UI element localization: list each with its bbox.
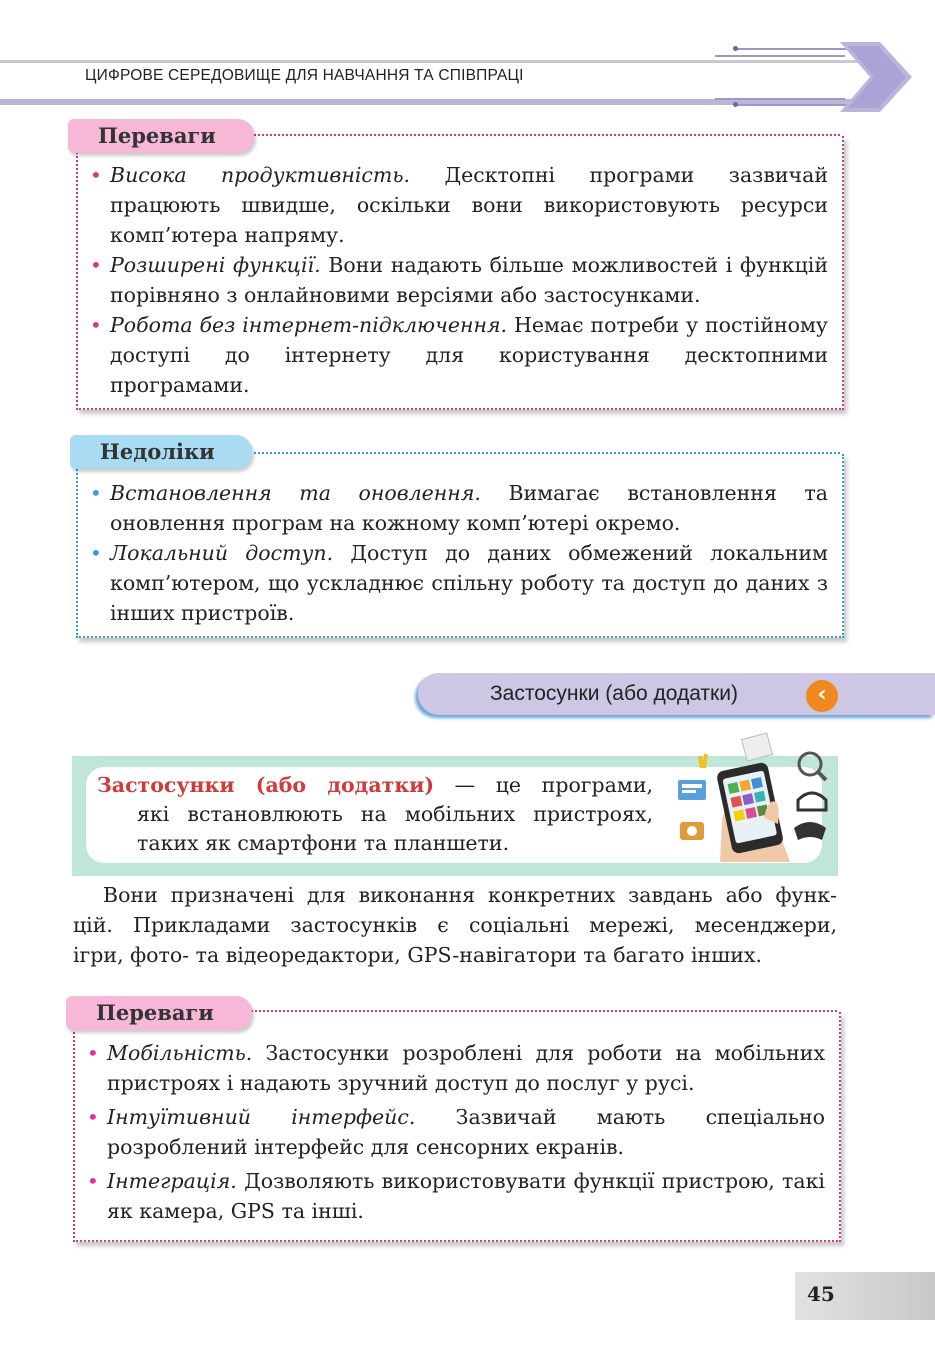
header-chevron-icon	[840, 42, 915, 112]
page-number-block	[795, 1272, 935, 1320]
list-item: • Висока продуктивність. Десктопні програми зазвичай працюють швидше, оскільки вони використовують ресурси комп’ютера напряму.	[82, 160, 828, 250]
bullet-icon: •	[90, 541, 102, 565]
tab-advantages: Переваги	[68, 119, 254, 153]
definition-term: Застосунки (або додатки)	[97, 773, 435, 797]
header-decor-dot	[733, 46, 738, 51]
bullet-icon: •	[90, 253, 102, 277]
chevron-left-icon[interactable]: ‹	[806, 680, 838, 712]
advantages-box-apps	[73, 1012, 841, 1242]
header-decor-line	[715, 55, 845, 57]
header-decor-line	[735, 104, 850, 106]
bullet-icon: •	[87, 1105, 99, 1129]
tab-disadvantages: Недоліки	[70, 435, 252, 469]
chapter-title: ЦИФРОВЕ СЕРЕДОВИЩЕ ДЛЯ НАВЧАННЯ ТА СПІВПРАЦІ	[85, 67, 524, 84]
list-item: • Встановлення та оновлення. Вимагає встановлення та оновлення програм на кожному комп’ютері окремо.	[82, 478, 828, 538]
bullet-icon: •	[87, 1169, 99, 1193]
box-top-border	[248, 1010, 837, 1012]
bullet-icon: •	[90, 163, 102, 187]
body-paragraph: Вони призначені для виконання конкретних завдань або функ- цій. Прикладами застосунків є соціальні мережі, месенджери, ігри, фото- та відеоредактори, GPS-навігатори та багато інших.	[73, 883, 837, 967]
list-item: • Інтеграція. Дозволяють використовувати функції пристрою, такі як камера, GPS та інші.	[79, 1166, 825, 1226]
disadvantages-box-desktop	[76, 454, 844, 638]
box-top-border	[250, 452, 840, 454]
list-item: • Локальний доступ. Доступ до даних обмежений локальним комп’ютером, що ускладнює спільну роботу та доступ до даних з інших пристроїв.	[82, 538, 828, 628]
page-number: 45	[807, 1282, 835, 1306]
list-item: • Мобільність. Застосунки розроблені для роботи на мобільних пристроях і надають зручний доступ до послуг у русі.	[79, 1038, 825, 1098]
header-decor-dot	[733, 102, 738, 107]
list-item: • Інтуїтивний інтерфейс. Зазвичай мають спеціально розроблений інтерфейс для сенсорних екранів.	[79, 1102, 825, 1162]
section-title: Застосунки (або додатки)	[490, 682, 738, 705]
definition-text: Застосунки (або додатки) — це програми, які встановлюють на мобільних пристроях, таких як смартфони та планшети.	[97, 773, 654, 855]
box-top-border	[250, 134, 840, 136]
mobile-apps-illustration	[672, 728, 832, 862]
bullet-icon: •	[90, 481, 102, 505]
bullet-icon: •	[90, 313, 102, 337]
advantages-box-desktop	[76, 136, 844, 410]
list-item: • Робота без інтернет-підключення. Немає потреби у постійному доступі до інтернету для користування десктопними програмами.	[82, 310, 828, 400]
tab-advantages: Переваги	[66, 996, 252, 1030]
header-decor-line	[715, 98, 845, 100]
header-decor-line	[735, 48, 850, 50]
list-item: • Розширені функції. Вони надають більше можливостей і функцій порівняно з онлайновими версіями або застосунками.	[82, 250, 828, 310]
bullet-icon: •	[87, 1041, 99, 1065]
